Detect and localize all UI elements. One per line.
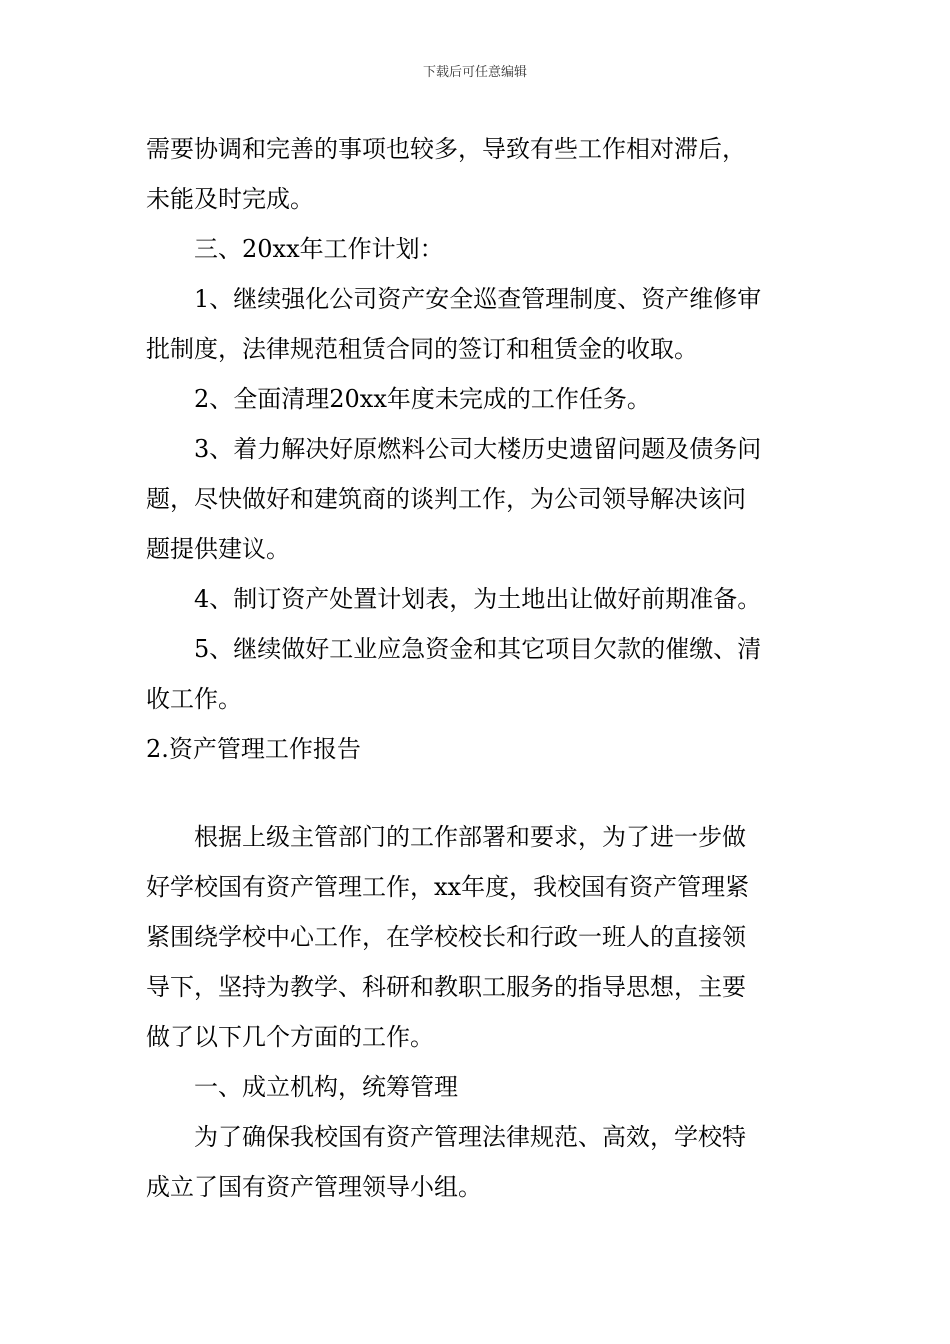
spacer: [146, 774, 808, 812]
list-item: 2、全面清理20xx年度未完成的工作任务。: [194, 385, 651, 413]
text-line: 题，尽快做好和建筑商的谈判工作，为公司领导解决该问: [146, 485, 746, 513]
list-item: 4、制订资产处置计划表，为土地出让做好前期准备。: [194, 585, 762, 613]
paragraph-line: 为了确保我校国有资产管理法律规范、高效，学校特: [194, 1123, 746, 1151]
section-heading: 三、20xx年工作计划：: [194, 235, 444, 263]
text-line: 收工作。: [146, 685, 242, 713]
text-line: 批制度，法律规范租赁合同的签订和租赁金的收取。: [146, 335, 698, 363]
document-body: [146, 124, 808, 1212]
text-line: 未能及时完成。: [146, 185, 314, 213]
list-item: 1、继续强化公司资产安全巡查管理制度、资产维修审: [194, 285, 762, 313]
paragraph-line: 好学校国有资产管理工作，xx年度，我校国有资产管理紧: [146, 873, 750, 901]
paragraph-line: 做了以下几个方面的工作。: [146, 1023, 434, 1051]
list-item: 5、继续做好工业应急资金和其它项目欠款的催缴、清: [194, 635, 762, 663]
paragraph-line: 紧围绕学校中心工作，在学校校长和行政一班人的直接领: [146, 923, 746, 951]
list-item: 3、着力解决好原燃料公司大楼历史遗留问题及债务问: [194, 435, 762, 463]
report-title: 2.资产管理工作报告: [146, 735, 361, 763]
text-line: 题提供建议。: [146, 535, 290, 563]
text-line: 需要协调和完善的事项也较多，导致有些工作相对滞后，: [146, 135, 746, 163]
paragraph-line: 导下，坚持为教学、科研和教职工服务的指导思想，主要: [146, 973, 746, 1001]
paragraph-line: 根据上级主管部门的工作部署和要求，为了进一步做: [194, 823, 746, 851]
page-header: 下载后可任意编辑: [422, 65, 527, 80]
paragraph-line: 成立了国有资产管理领导小组。: [146, 1173, 482, 1201]
section-heading: 一、成立机构，统筹管理: [194, 1073, 458, 1101]
